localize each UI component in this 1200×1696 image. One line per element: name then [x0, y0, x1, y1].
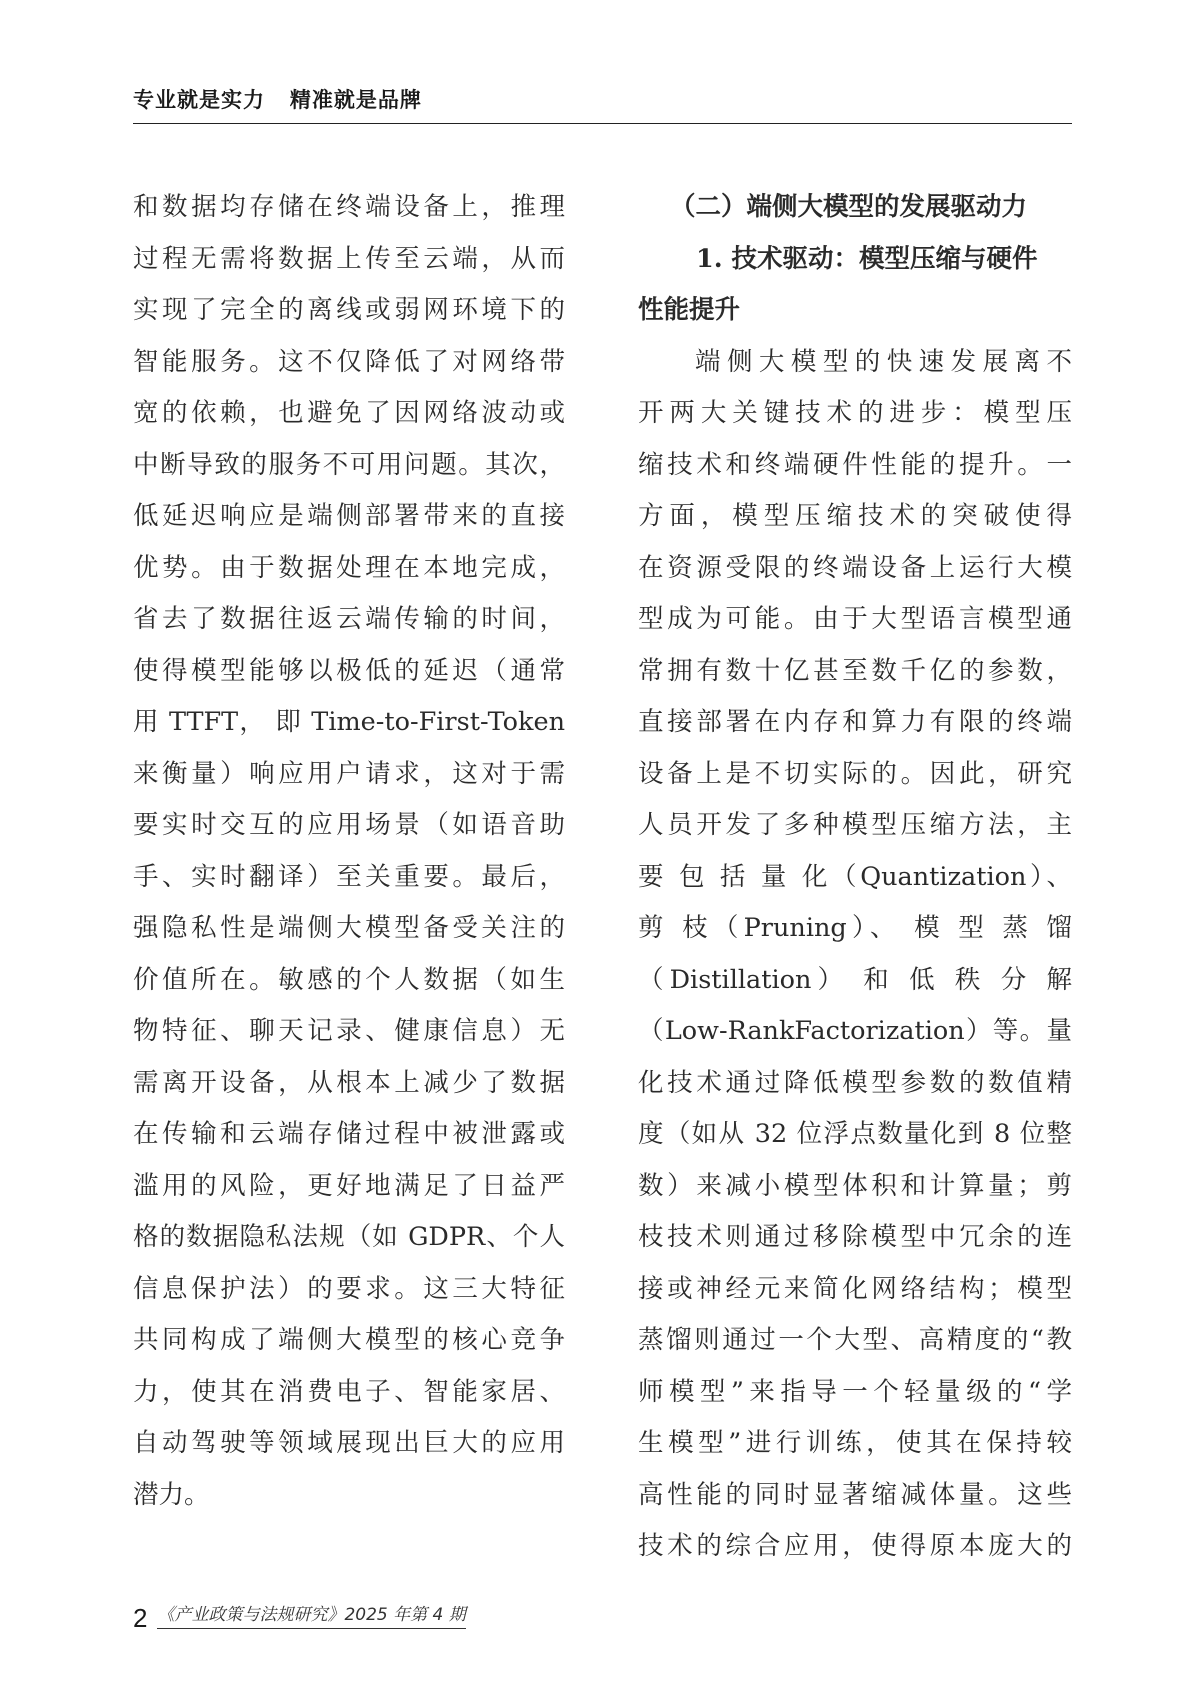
left-line: 需离开设备，从根本上减少了数据: [133, 1067, 565, 1098]
left-line: 用 TTFT， 即 Time-to-First-Token: [133, 707, 565, 737]
right-line: 缩技术和终端硬件性能的提升。一: [638, 449, 1072, 480]
left-line: 智能服务。这不仅降低了对网络带: [133, 346, 565, 377]
right-line: 人员开发了多种模型压缩方法，主: [638, 810, 1072, 840]
right-line: 师模型”来指导一个轻量级的“学: [638, 1376, 1072, 1407]
section-heading: （二）端侧大模型的发展驱动力: [670, 192, 1028, 222]
right-line: 接或神经元来简化网络结构；模型: [638, 1273, 1072, 1304]
right-line: （Distillation） 和 低 秩 分 解: [638, 964, 1072, 995]
left-column: [133, 182, 565, 1521]
left-line: 使得模型能够以极低的延迟（通常: [133, 655, 565, 686]
right-line: 剪 枝（Pruning）、 模 型 蒸 馏: [638, 913, 1072, 943]
page-footer: [133, 1603, 466, 1633]
left-line: 物特征、聊天记录、健康信息）无: [133, 1016, 565, 1046]
right-line: 化技术通过降低模型参数的数值精: [638, 1067, 1072, 1098]
subheading-line-1: 1. 技术驱动：模型压缩与硬件: [696, 243, 1038, 274]
right-line: 高性能的同时显著缩减体量。这些: [638, 1479, 1072, 1510]
right-line: 型成为可能。由于大型语言模型通: [638, 604, 1072, 634]
left-line: 低延迟响应是端侧部署带来的直接: [133, 501, 565, 531]
running-header: [133, 84, 1072, 124]
left-line: 优势。由于数据处理在本地完成，: [133, 552, 565, 583]
left-line: 过程无需将数据上传至云端，从而: [133, 243, 565, 274]
subheading-line-2: 性能提升: [638, 295, 741, 325]
right-line: 在资源受限的终端设备上运行大模: [638, 552, 1072, 583]
left-line: 省去了数据往返云端传输的时间，: [133, 604, 565, 634]
left-line: 共同构成了端侧大模型的核心竞争: [133, 1325, 565, 1355]
left-line: 来衡量）响应用户请求，这对于需: [133, 758, 565, 789]
right-line: 蒸馏则通过一个大型、高精度的“教: [638, 1325, 1072, 1355]
left-line: 要实时交互的应用场景（如语音助: [133, 810, 565, 840]
left-line-last: 潜力。: [133, 1479, 210, 1510]
left-line: 信息保护法）的要求。这三大特征: [133, 1273, 565, 1304]
left-line: 宽的依赖，也避免了因网络波动或: [133, 398, 565, 428]
left-line: 手、实时翻译）至关重要。最后，: [133, 861, 565, 892]
right-line: 设备上是不切实际的。因此，研究: [638, 758, 1072, 789]
right-line: 枝技术则通过移除模型中冗余的连: [638, 1222, 1072, 1252]
left-line: 力，使其在消费电子、智能家居、: [133, 1376, 565, 1407]
right-line: 端侧大模型的快速发展离不: [695, 346, 1072, 377]
left-line: 自动驾驶等领域展现出巨大的应用: [133, 1428, 565, 1458]
left-line: 和数据均存储在终端设备上，推理: [133, 192, 565, 222]
right-line: 要 包 括 量 化（Quantization）、: [638, 861, 1072, 892]
left-line: 中断导致的服务不可用问题。其次，: [133, 449, 565, 480]
left-line: 在传输和云端存储过程中被泄露或: [133, 1119, 565, 1149]
right-line: 技术的综合应用，使得原本庞大的: [638, 1531, 1072, 1561]
right-line: 方面，模型压缩技术的突破使得: [638, 501, 1072, 531]
left-line: 价值所在。敏感的个人数据（如生: [133, 964, 565, 995]
header-slogan: 专业就是实力 精准就是品牌: [133, 88, 422, 112]
left-line: 滥用的风险，更好地满足了日益严: [133, 1170, 565, 1201]
journal-reference: 《产业政策与法规研究》2025 年第 4 期: [157, 1604, 465, 1629]
left-line: 实现了完全的离线或弱网环境下的: [133, 295, 565, 325]
right-line: （Low-RankFactorization）等。量: [638, 1016, 1072, 1046]
right-line: 度（如从 32 位浮点数量化到 8 位整: [638, 1119, 1072, 1149]
right-line: 数）来减小模型体积和计算量；剪: [638, 1170, 1072, 1201]
left-line: 格的数据隐私法规（如 GDPR、个人: [133, 1222, 565, 1252]
right-line: 直接部署在内存和算力有限的终端: [638, 707, 1072, 737]
right-line: 开两大关键技术的进步：模型压: [638, 398, 1072, 428]
right-line: 生模型”进行训练，使其在保持较: [638, 1428, 1072, 1458]
page-number: 2: [133, 1603, 148, 1633]
right-line: 常拥有数十亿甚至数千亿的参数，: [638, 655, 1072, 686]
right-column: [638, 182, 1072, 1573]
left-line: 强隐私性是端侧大模型备受关注的: [133, 913, 565, 943]
